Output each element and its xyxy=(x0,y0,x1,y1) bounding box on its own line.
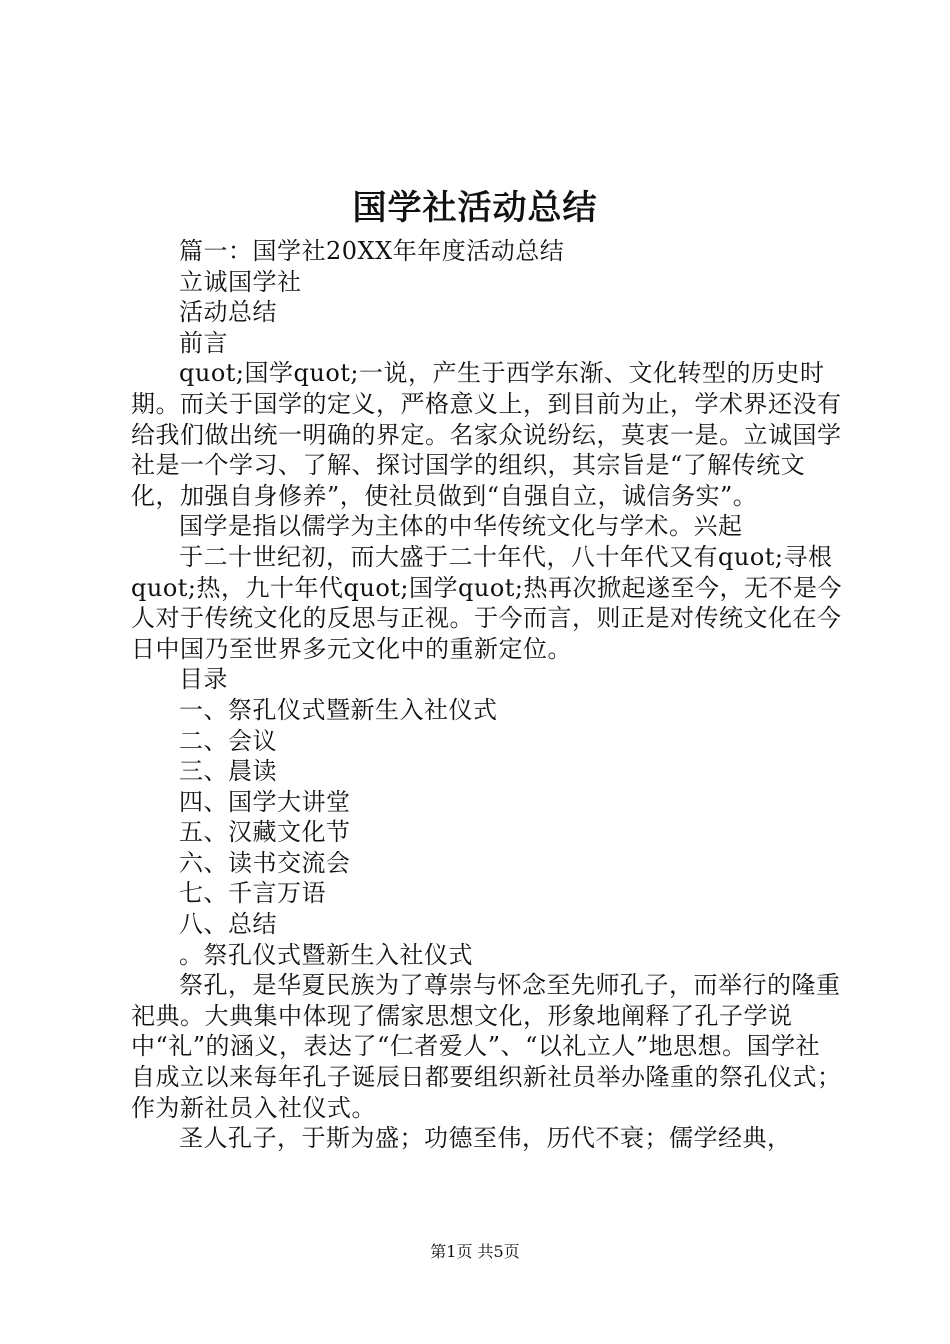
section-heading: 。祭孔仪式暨新生入社仪式 xyxy=(179,940,473,969)
toc-item: 五、汉藏文化节 xyxy=(179,818,351,847)
toc-item: 二、会议 xyxy=(179,726,277,755)
document-title: 国学社活动总结 xyxy=(352,188,598,228)
toc-item: 四、国学大讲堂 xyxy=(179,787,351,816)
paragraph: 目录 xyxy=(179,665,228,694)
paragraph: 圣人孔子，于斯为盛；功德至伟，历代不衰；儒学经典， xyxy=(179,1124,792,1153)
document-body xyxy=(131,236,843,1154)
paragraph: 前言 xyxy=(179,328,228,357)
paragraph: 立诚国学社 xyxy=(179,267,302,296)
paragraph: quot;国学quot;一说，产生于西学东渐、文化转型的历史时期。而关于国学的定义，严格意义上，到目前为止，学术界还没有给我们做出统一明确的界定。名家众说纷纭，莫衷一是。立诚国学社是一个学习、了解、探讨国学的组织，其宗旨是“了解传统文化，加强自身修养”，使社员做到“自强自立，诚信务实”。 xyxy=(131,359,842,510)
paragraph: 于二十世纪初，而大盛于二十年代，八十年代又有quot;寻根quot;热，九十年代quot;国学quot;热再次掀起遂至今，无不是今人对于传统文化的反思与正视。于今而言，则正是对传统文化在今日中国乃至世界多元文化中的重新定位。 xyxy=(131,542,842,663)
page-footer: 第1页 共5页 xyxy=(430,1242,520,1261)
paragraph: 祭孔，是华夏民族为了尊崇与怀念至先师孔子，而举行的隆重祀典。大典集中体现了儒家思想文化，形象地阐释了孔子学说中“礼”的涵义，表达了“仁者爱人”、“以礼立人”地思想。国学社自成立以来每年孔子诞辰日都要组织新社员举办隆重的祭孔仪式；作为新社员入社仪式。 xyxy=(131,971,842,1122)
paragraph: 篇一：国学社20XX年年度活动总结 xyxy=(179,237,565,265)
toc-item: 八、总结 xyxy=(179,910,277,939)
toc-item: 三、晨读 xyxy=(179,757,277,786)
toc-item: 七、千言万语 xyxy=(179,879,326,908)
toc-item: 六、读书交流会 xyxy=(179,848,351,877)
paragraph: 国学是指以儒学为主体的中华传统文化与学术。兴起 xyxy=(179,512,743,541)
paragraph: 活动总结 xyxy=(179,298,277,327)
toc-item: 一、祭孔仪式暨新生入社仪式 xyxy=(179,695,498,724)
